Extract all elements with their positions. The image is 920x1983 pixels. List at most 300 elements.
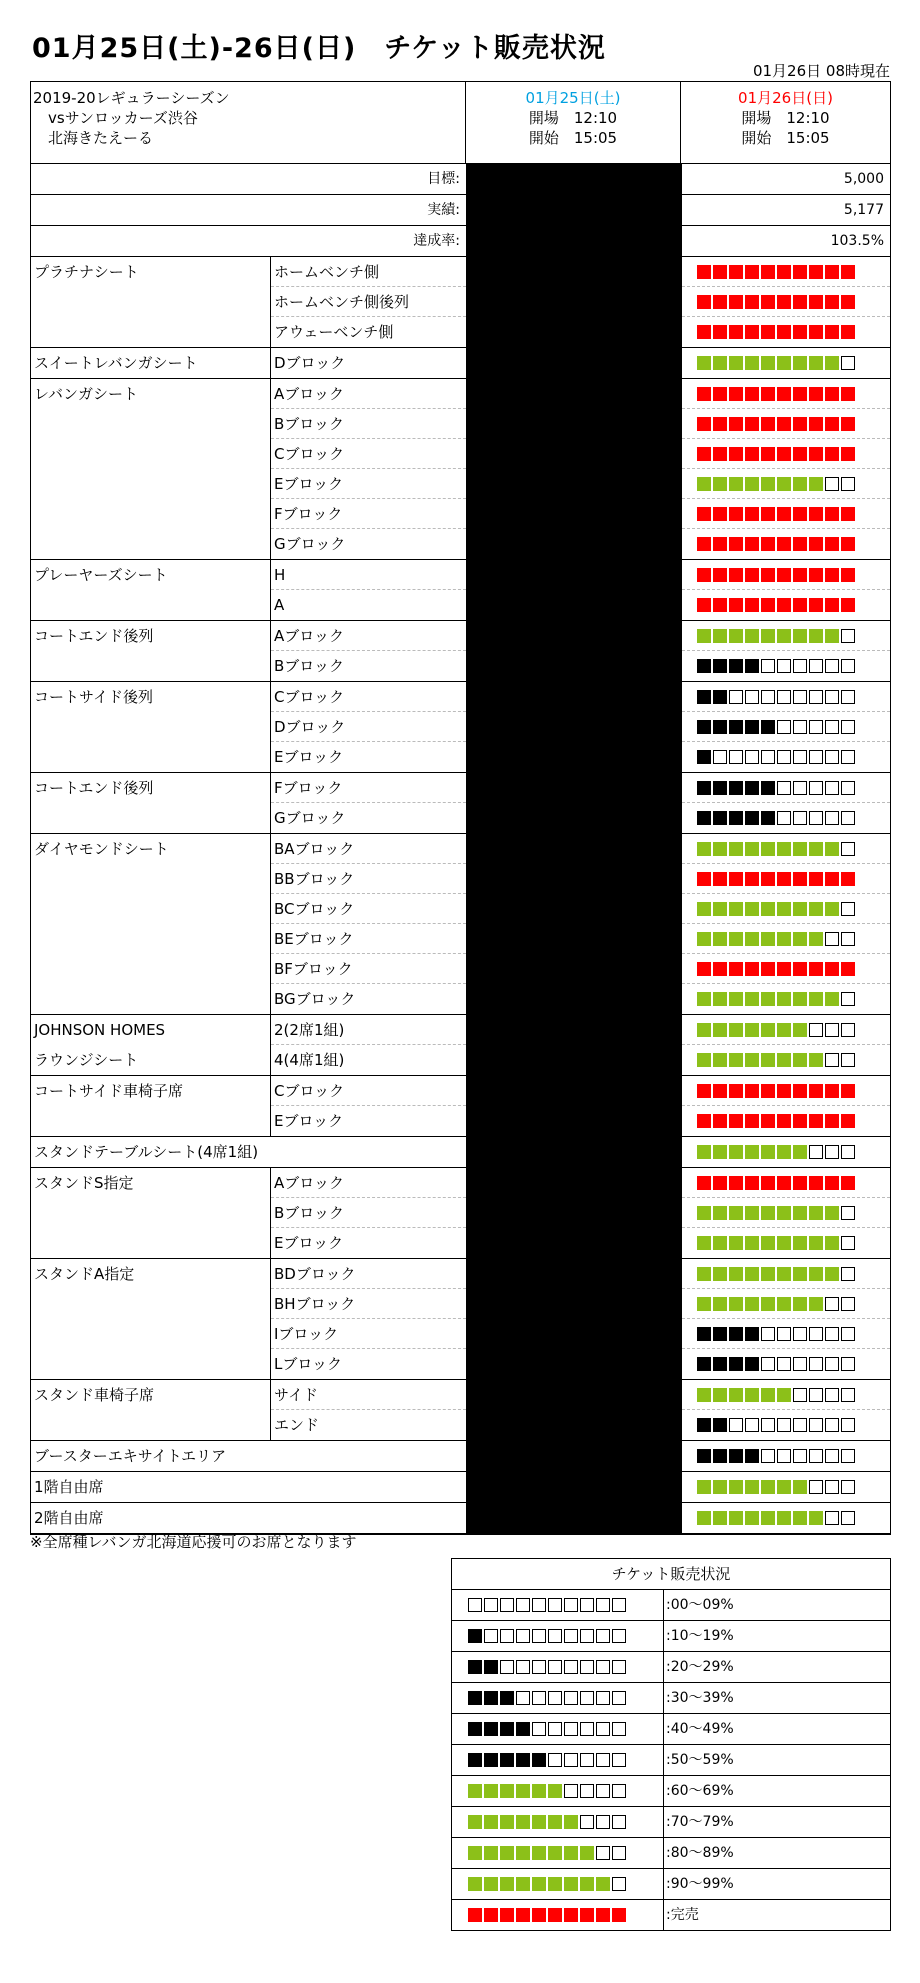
block-label: BEブロック xyxy=(271,924,466,954)
empty-square xyxy=(809,1023,823,1037)
block-label: エンド xyxy=(274,1416,320,1434)
empty-square xyxy=(580,1753,594,1767)
empty-square xyxy=(564,1753,578,1767)
filled-square xyxy=(777,1511,791,1525)
legend-item xyxy=(452,1621,890,1652)
filled-square xyxy=(777,1114,791,1128)
filled-square xyxy=(745,781,759,795)
empty-square xyxy=(729,1418,743,1432)
empty-square xyxy=(825,1449,839,1463)
filled-square xyxy=(825,1084,839,1098)
block-label: BBブロック xyxy=(271,864,466,894)
filled-square xyxy=(612,1908,626,1922)
filled-square xyxy=(777,265,791,279)
day1-date: 01月25日(土) xyxy=(525,89,621,107)
empty-square xyxy=(612,1629,626,1643)
filled-square xyxy=(793,932,807,946)
status-bar xyxy=(682,834,890,864)
filled-square xyxy=(745,1297,759,1311)
filled-square xyxy=(500,1722,514,1736)
filled-square xyxy=(468,1908,482,1922)
filled-square xyxy=(532,1846,546,1860)
empty-square xyxy=(825,659,839,673)
filled-square xyxy=(841,295,855,309)
filled-square xyxy=(761,842,775,856)
filled-square xyxy=(809,325,823,339)
seat-group xyxy=(31,560,890,621)
filled-square xyxy=(793,902,807,916)
legend-item xyxy=(452,1807,890,1838)
filled-square xyxy=(745,356,759,370)
filled-square xyxy=(468,1629,482,1643)
filled-square xyxy=(697,962,711,976)
filled-square xyxy=(809,387,823,401)
filled-square xyxy=(777,417,791,431)
legend-bar xyxy=(452,1869,664,1899)
status-bar xyxy=(682,1168,890,1198)
legend-item xyxy=(452,1745,890,1776)
filled-square xyxy=(793,417,807,431)
empty-square xyxy=(580,1722,594,1736)
filled-square xyxy=(777,1388,791,1402)
filled-square xyxy=(777,992,791,1006)
empty-square xyxy=(809,1145,823,1159)
empty-square xyxy=(564,1629,578,1643)
block-label: Dブロック xyxy=(274,354,346,372)
filled-square xyxy=(809,1053,823,1067)
empty-square xyxy=(612,1784,626,1798)
filled-square xyxy=(825,265,839,279)
empty-square xyxy=(516,1660,530,1674)
filled-square xyxy=(809,1084,823,1098)
empty-square xyxy=(841,629,855,643)
empty-square xyxy=(841,690,855,704)
filled-square xyxy=(841,1176,855,1190)
day1-open: 開場 12:10 xyxy=(528,109,618,127)
filled-square xyxy=(516,1908,530,1922)
filled-square xyxy=(745,659,759,673)
empty-square xyxy=(516,1598,530,1612)
filled-square xyxy=(697,1480,711,1494)
legend-bar xyxy=(452,1807,664,1837)
day1-redacted xyxy=(466,1168,681,1258)
as-of-timestamp: 01月26日 08時現在 xyxy=(752,62,890,80)
empty-square xyxy=(612,1691,626,1705)
target-label: 目標: xyxy=(427,171,460,187)
empty-square xyxy=(841,356,855,370)
filled-square xyxy=(809,507,823,521)
filled-square xyxy=(745,1357,759,1371)
filled-square xyxy=(841,447,855,461)
filled-square xyxy=(596,1908,610,1922)
filled-square xyxy=(532,1815,546,1829)
status-bar xyxy=(682,712,890,742)
empty-square xyxy=(484,1629,498,1643)
filled-square xyxy=(468,1691,482,1705)
filled-square xyxy=(825,629,839,643)
empty-square xyxy=(612,1598,626,1612)
filled-square xyxy=(761,295,775,309)
filled-square xyxy=(745,1145,759,1159)
empty-square xyxy=(809,690,823,704)
filled-square xyxy=(468,1877,482,1891)
empty-square xyxy=(825,811,839,825)
filled-square xyxy=(713,537,727,551)
filled-square xyxy=(697,1236,711,1250)
status-bar xyxy=(682,257,890,287)
seat-type-name: スイートレバンガシート xyxy=(31,348,271,378)
status-bar xyxy=(682,651,890,681)
filled-square xyxy=(548,1877,562,1891)
status-bar xyxy=(682,894,890,924)
filled-square xyxy=(484,1784,498,1798)
empty-square xyxy=(825,750,839,764)
empty-square xyxy=(596,1846,610,1860)
day1-redacted xyxy=(466,682,681,772)
day2-status-column xyxy=(681,560,890,620)
day1-redacted xyxy=(466,164,681,194)
empty-square xyxy=(793,1357,807,1371)
filled-square xyxy=(777,1053,791,1067)
filled-square xyxy=(809,629,823,643)
empty-square xyxy=(468,1598,482,1612)
filled-square xyxy=(777,842,791,856)
status-bar xyxy=(682,742,890,772)
legend-label: :00〜09% xyxy=(666,1597,734,1613)
empty-square xyxy=(500,1598,514,1612)
filled-square xyxy=(761,1388,775,1402)
empty-square xyxy=(596,1660,610,1674)
empty-square xyxy=(777,1357,791,1371)
empty-square xyxy=(745,750,759,764)
filled-square xyxy=(713,417,727,431)
empty-square xyxy=(777,1418,791,1432)
day1-start: 開始 15:05 xyxy=(528,129,618,147)
block-label: H xyxy=(271,560,466,590)
empty-square xyxy=(745,1418,759,1432)
status-bar xyxy=(682,621,890,651)
empty-square xyxy=(841,1357,855,1371)
filled-square xyxy=(697,1357,711,1371)
filled-square xyxy=(745,1388,759,1402)
achievement-label: 達成率: xyxy=(413,233,460,249)
filled-square xyxy=(729,1480,743,1494)
filled-square xyxy=(809,1297,823,1311)
filled-square xyxy=(745,1114,759,1128)
block-label: Fブロック xyxy=(271,773,466,803)
empty-square xyxy=(841,659,855,673)
achievement-row xyxy=(31,226,890,257)
filled-square xyxy=(761,325,775,339)
status-bar xyxy=(682,773,890,803)
empty-square xyxy=(729,690,743,704)
filled-square xyxy=(500,1846,514,1860)
filled-square xyxy=(729,568,743,582)
filled-square xyxy=(548,1815,562,1829)
seat-groups xyxy=(31,257,890,1534)
filled-square xyxy=(745,568,759,582)
filled-square xyxy=(793,598,807,612)
day1-redacted xyxy=(466,560,681,620)
filled-square xyxy=(729,1449,743,1463)
day2-status-column xyxy=(681,773,890,833)
filled-square xyxy=(713,1084,727,1098)
filled-square xyxy=(793,356,807,370)
empty-square xyxy=(516,1629,530,1643)
status-bar xyxy=(682,560,890,590)
empty-square xyxy=(500,1660,514,1674)
day1-redacted xyxy=(466,773,681,833)
block-column xyxy=(271,1015,466,1075)
filled-square xyxy=(761,447,775,461)
empty-square xyxy=(809,659,823,673)
filled-square xyxy=(713,962,727,976)
filled-square xyxy=(777,537,791,551)
filled-square xyxy=(841,872,855,886)
block-label: BFブロック xyxy=(271,954,466,984)
filled-square xyxy=(777,1480,791,1494)
filled-square xyxy=(761,1480,775,1494)
block-column xyxy=(271,379,466,559)
seat-group xyxy=(31,348,890,379)
empty-square xyxy=(548,1660,562,1674)
filled-square xyxy=(825,507,839,521)
filled-square xyxy=(841,962,855,976)
empty-square xyxy=(825,932,839,946)
block-column xyxy=(271,773,466,833)
filled-square xyxy=(713,1145,727,1159)
empty-square xyxy=(761,750,775,764)
filled-square xyxy=(729,932,743,946)
filled-square xyxy=(777,568,791,582)
filled-square xyxy=(713,1023,727,1037)
empty-square xyxy=(564,1784,578,1798)
filled-square xyxy=(809,598,823,612)
filled-square xyxy=(761,811,775,825)
legend-item xyxy=(452,1838,890,1869)
legend xyxy=(451,1558,891,1931)
empty-square xyxy=(841,1145,855,1159)
filled-square xyxy=(777,872,791,886)
block-label: Eブロック xyxy=(274,1112,344,1130)
filled-square xyxy=(825,962,839,976)
filled-square xyxy=(745,1267,759,1281)
empty-square xyxy=(825,720,839,734)
filled-square xyxy=(761,387,775,401)
filled-square xyxy=(777,1023,791,1037)
block-label: BGブロック xyxy=(274,990,356,1008)
legend-item xyxy=(452,1714,890,1745)
filled-square xyxy=(825,1176,839,1190)
filled-square xyxy=(809,417,823,431)
filled-square xyxy=(564,1846,578,1860)
empty-square xyxy=(777,1327,791,1341)
filled-square xyxy=(729,387,743,401)
filled-square xyxy=(793,1114,807,1128)
filled-square xyxy=(729,417,743,431)
filled-square xyxy=(729,1388,743,1402)
status-bar xyxy=(682,1259,890,1289)
seat-group xyxy=(31,773,890,834)
empty-square xyxy=(580,1629,594,1643)
empty-square xyxy=(484,1598,498,1612)
filled-square xyxy=(729,872,743,886)
day2-start: 開始 15:05 xyxy=(741,129,830,147)
day1-redacted xyxy=(466,1380,681,1440)
filled-square xyxy=(841,325,855,339)
filled-square xyxy=(761,537,775,551)
status-bar xyxy=(682,439,890,469)
filled-square xyxy=(729,1357,743,1371)
filled-square xyxy=(793,1206,807,1220)
filled-square xyxy=(809,1267,823,1281)
status-bar xyxy=(682,924,890,954)
empty-square xyxy=(564,1660,578,1674)
empty-square xyxy=(793,781,807,795)
filled-square xyxy=(729,629,743,643)
empty-square xyxy=(713,750,727,764)
legend-bar xyxy=(452,1838,664,1868)
filled-square xyxy=(745,992,759,1006)
filled-square xyxy=(500,1908,514,1922)
status-bar xyxy=(682,1380,890,1410)
filled-square xyxy=(697,356,711,370)
filled-square xyxy=(777,1236,791,1250)
block-label: Cブロック xyxy=(271,439,466,469)
day2-status-column xyxy=(681,1137,890,1167)
empty-square xyxy=(841,811,855,825)
filled-square xyxy=(809,265,823,279)
filled-square xyxy=(713,295,727,309)
status-bar xyxy=(682,682,890,712)
filled-square xyxy=(713,477,727,491)
game-info xyxy=(31,82,466,163)
filled-square xyxy=(745,537,759,551)
block-label: Gブロック xyxy=(274,535,346,553)
empty-square xyxy=(516,1691,530,1705)
filled-square xyxy=(745,325,759,339)
day2-status-column xyxy=(681,1472,890,1502)
empty-square xyxy=(777,750,791,764)
seat-type-name: コートサイド車椅子席 xyxy=(31,1076,271,1136)
filled-square xyxy=(697,265,711,279)
filled-square xyxy=(729,1236,743,1250)
filled-square xyxy=(841,507,855,521)
seat-type-name: コートエンド後列 xyxy=(31,773,271,833)
seat-group xyxy=(31,1015,890,1076)
empty-square xyxy=(500,1629,514,1643)
seat-type-name: 2階自由席 xyxy=(34,1509,104,1527)
filled-square xyxy=(745,1053,759,1067)
legend-label: :50〜59% xyxy=(666,1752,734,1768)
empty-square xyxy=(548,1691,562,1705)
block-label: Bブロック xyxy=(271,1198,466,1228)
filled-square xyxy=(713,1297,727,1311)
legend-bar xyxy=(452,1714,664,1744)
filled-square xyxy=(793,842,807,856)
filled-square xyxy=(468,1846,482,1860)
actual-value: 5,177 xyxy=(681,195,890,225)
filled-square xyxy=(809,1236,823,1250)
empty-square xyxy=(612,1815,626,1829)
empty-square xyxy=(564,1598,578,1612)
filled-square xyxy=(825,1236,839,1250)
filled-square xyxy=(745,1480,759,1494)
filled-square xyxy=(793,537,807,551)
filled-square xyxy=(761,1053,775,1067)
status-bar xyxy=(682,1106,890,1136)
seat-group xyxy=(31,834,890,1015)
empty-square xyxy=(761,1327,775,1341)
seat-group xyxy=(31,257,890,348)
status-bar xyxy=(682,1137,890,1167)
filled-square xyxy=(729,356,743,370)
filled-square xyxy=(777,598,791,612)
filled-square xyxy=(500,1784,514,1798)
filled-square xyxy=(745,720,759,734)
filled-square xyxy=(713,325,727,339)
filled-square xyxy=(729,1206,743,1220)
seat-group xyxy=(31,1168,890,1259)
legend-rows xyxy=(452,1590,890,1930)
filled-square xyxy=(841,598,855,612)
filled-square xyxy=(793,387,807,401)
filled-square xyxy=(729,1114,743,1128)
empty-square xyxy=(841,1449,855,1463)
status-bar xyxy=(682,1198,890,1228)
seat-group xyxy=(31,682,890,773)
seat-group xyxy=(31,1503,890,1534)
day1-header xyxy=(466,82,681,163)
filled-square xyxy=(793,962,807,976)
day1-redacted xyxy=(466,1503,681,1533)
filled-square xyxy=(697,1327,711,1341)
filled-square xyxy=(809,962,823,976)
filled-square xyxy=(761,720,775,734)
day2-status-column xyxy=(681,1441,890,1471)
status-bar xyxy=(682,1045,890,1075)
filled-square xyxy=(516,1846,530,1860)
block-label: Iブロック xyxy=(271,1319,466,1349)
filled-square xyxy=(793,1176,807,1190)
empty-square xyxy=(809,1480,823,1494)
status-bar xyxy=(682,1015,890,1045)
legend-label: :70〜79% xyxy=(666,1814,734,1830)
status-bar xyxy=(682,1503,890,1533)
empty-square xyxy=(596,1753,610,1767)
filled-square xyxy=(697,659,711,673)
block-column xyxy=(271,834,466,1014)
seat-type-name: レバンガシート xyxy=(31,379,271,559)
empty-square xyxy=(841,902,855,916)
empty-square xyxy=(809,750,823,764)
status-bar xyxy=(682,287,890,317)
filled-square xyxy=(809,1206,823,1220)
filled-square xyxy=(825,417,839,431)
achievement-value: 103.5% xyxy=(681,226,890,256)
day1-redacted xyxy=(466,834,681,1014)
filled-square xyxy=(761,932,775,946)
filled-square xyxy=(729,325,743,339)
empty-square xyxy=(809,720,823,734)
seat-type-name-line: ラウンジシート xyxy=(34,1051,139,1069)
filled-square xyxy=(761,1114,775,1128)
filled-square xyxy=(729,811,743,825)
footnote: ※全席種レバンガ北海道応援可のお席となります xyxy=(30,1533,357,1551)
empty-square xyxy=(580,1691,594,1705)
filled-square xyxy=(713,1480,727,1494)
empty-square xyxy=(825,1023,839,1037)
